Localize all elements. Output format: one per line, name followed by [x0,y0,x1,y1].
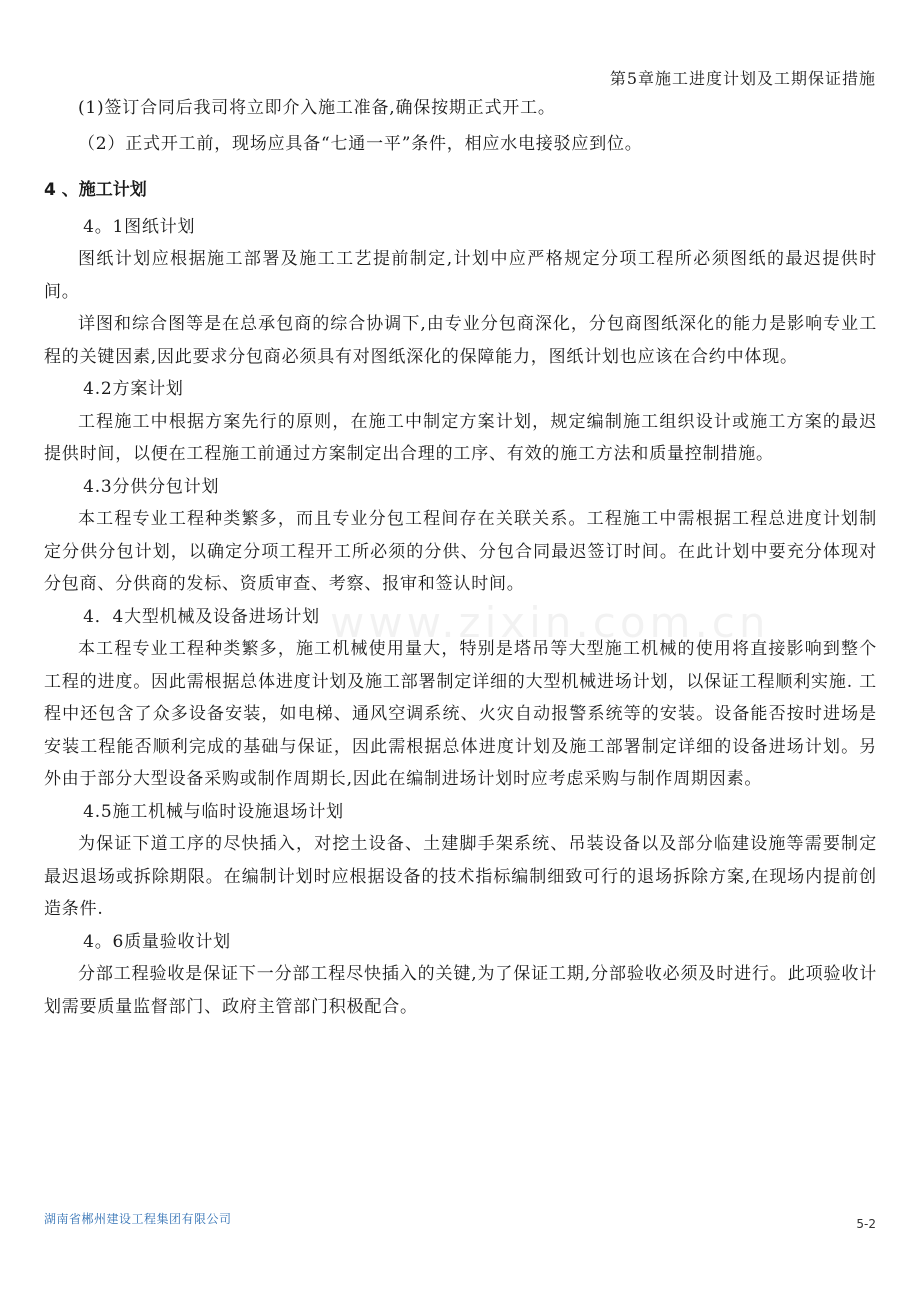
paragraph: 图纸计划应根据施工部署及施工工艺提前制定,计划中应严格规定分项工程所必须图纸的最迟提供时间。 [44,249,877,302]
document-body [44,92,877,1023]
paragraph: 本工程专业工程种类繁多，施工机械使用量大，特别是塔吊等大型施工机械的使用将直接影响到整个工程的进度。因此需根据总体进度计划及施工部署制定详细的大型机械进场计划，以保证工程顺利实施. 工程中还包含了众多设备安装，如电梯、通风空调系统、火灾自动报警系统等的安装。设备能否按时进场是安装工程能否顺利完成的基础与保证，因此需根据总体进度计划及施工部署制定详细的设备进场计划。另外由于部分大型设备采购或制作周期长,因此在编制进场计划时应考虑采购与制作周期因素。 [44,639,877,789]
paragraph: 详图和综合图等是在总承包商的综合协调下,由专业分包商深化，分包商图纸深化的能力是影响专业工程的关键因素,因此要求分包商必须具有对图纸深化的保障能力，图纸计划也应该在合约中体现。 [44,314,877,367]
footer-page-number: 5-2 [856,1217,876,1231]
page-header-chapter: 第5章施工进度计划及工期保证措施 [609,69,876,88]
subsection-scheme-plan [44,373,877,471]
subsection-title: 4.5施工机械与临时设施退场计划 [83,801,344,822]
subsection-quality-acceptance-plan [44,926,877,1024]
paragraph: 工程施工中根据方案先行的原则，在施工中制定方案计划，规定编制施工组织设计或施工方案的最迟提供时间，以便在工程施工前通过方案制定出合理的工序、有效的施工方法和质量控制措施。 [44,411,877,464]
intro-paragraph-1: (1)签订合同后我司将立即介入施工准备,确保按期正式开工。 [78,98,556,118]
subsection-subcontract-plan [44,471,877,601]
subsection-drawing-plan [44,211,877,374]
intro-paragraph-2: （2）正式开工前，现场应具备“七通一平”条件，相应水电接驳应到位。 [78,133,643,154]
watermark: www.zixin.com.cn [330,598,770,647]
paragraph: 分部工程验收是保证下一分部工程尽快插入的关键,为了保证工期,分部验收必须及时进行。此项验收计划需要质量监督部门、政府主管部门积极配合。 [44,964,877,1017]
subsection-title: 4。1图纸计划 [83,216,196,237]
subsection-machinery-entry-plan [44,601,877,796]
paragraph: 为保证下道工序的尽快插入，对挖土设备、土建脚手架系统、吊装设备以及部分临建设施等需要制定最迟退场或拆除期限。在编制计划时应根据设备的技术指标编制细致可行的退场拆除方案,在现场内提前创造条件. [44,834,877,919]
subsection-title: 4.2方案计划 [83,379,184,399]
subsection-title: 4.3分供分包计划 [83,476,220,497]
section-title: 4 、施工计划 [44,180,147,200]
subsection-title: 4．4大型机械及设备进场计划 [83,606,320,627]
footer-company: 湖南省郴州建设工程集团有限公司 [44,1212,232,1226]
subsection-exit-plan [44,796,877,926]
subsection-title: 4。6质量验收计划 [83,931,231,952]
paragraph: 本工程专业工程种类繁多，而且专业分包工程间存在关联关系。工程施工中需根据工程总进度计划制定分供分包计划，以确定分项工程开工所必须的分供、分包合同最迟签订时间。在此计划中要充分体现对分包商、分供商的发标、资质审查、考察、报审和签认时间。 [44,509,877,594]
